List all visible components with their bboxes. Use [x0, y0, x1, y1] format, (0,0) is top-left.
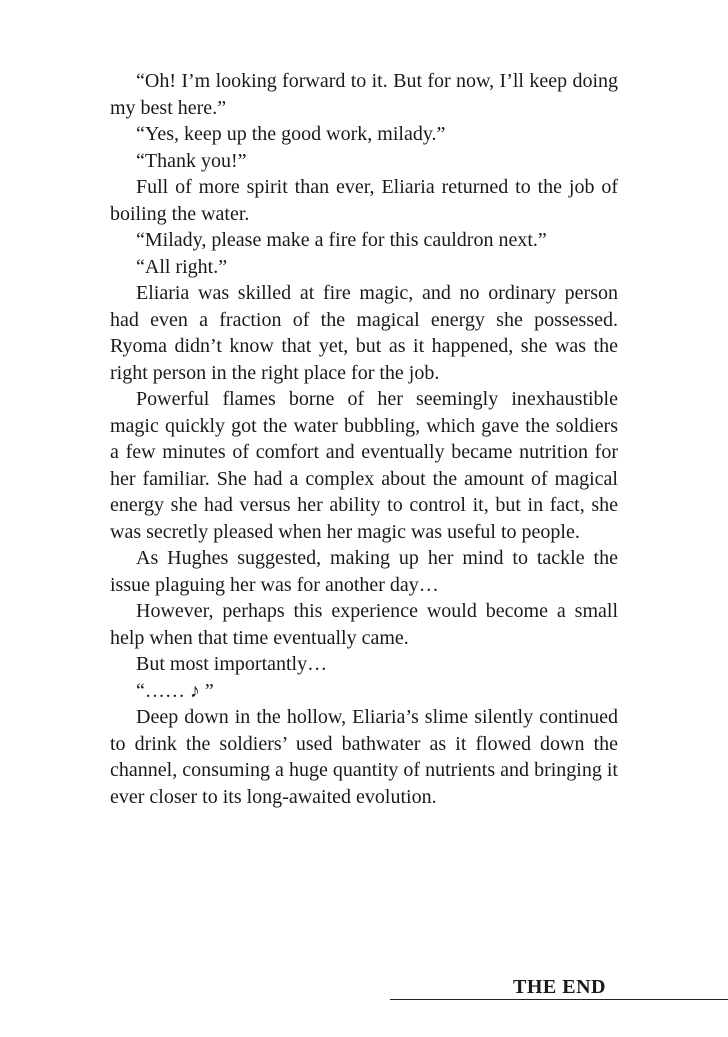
end-divider	[390, 975, 728, 1000]
paragraph: “All right.”	[136, 255, 228, 278]
paragraph: Deep down in the hollow, Eliaria’s slime silently continued to drink the soldiers’ used bathwater as it flowed down the channel, consuming a huge quantity of nutrients and bringing it ever closer to its long-awaited evolution.	[110, 706, 618, 808]
paragraph: Eliaria was skilled at fire magic, and no ordinary person had even a fraction of the magical energy she possessed. Ryoma didn’t know that yet, but as it happened, she was the right person in the right place for the job.	[110, 282, 618, 384]
paragraph: “Oh! I’m looking forward to it. But for now, I’ll keep doing my best here.”	[110, 70, 618, 119]
paragraph: Full of more spirit than ever, Eliaria returned to the job of boiling the water.	[110, 176, 618, 225]
paragraph: As Hughes suggested, making up her mind to tackle the issue plaguing her was for another day…	[110, 547, 618, 596]
paragraph: “Yes, keep up the good work, milady.”	[136, 123, 446, 145]
paragraph: “…… ♪ ”	[136, 679, 214, 702]
paragraph: “Milady, please make a fire for this cauldron next.”	[136, 229, 547, 251]
story-text	[110, 68, 618, 810]
paragraph: “Thank you!”	[136, 149, 247, 172]
paragraph: But most importantly…	[136, 653, 328, 675]
paragraph: Powerful flames borne of her seemingly inexhaustible magic quickly got the water bubbling, which gave the soldiers a few minutes of comfort and eventually became nutrition for her familiar. She had a complex about the amount of magical energy she had versus her ability to control it, but in fact, she was secretly pleased when her magic was useful to people.	[110, 388, 618, 543]
paragraph: However, perhaps this experience would become a small help when that time eventually came.	[110, 600, 618, 649]
end-label: THE END	[513, 976, 606, 998]
